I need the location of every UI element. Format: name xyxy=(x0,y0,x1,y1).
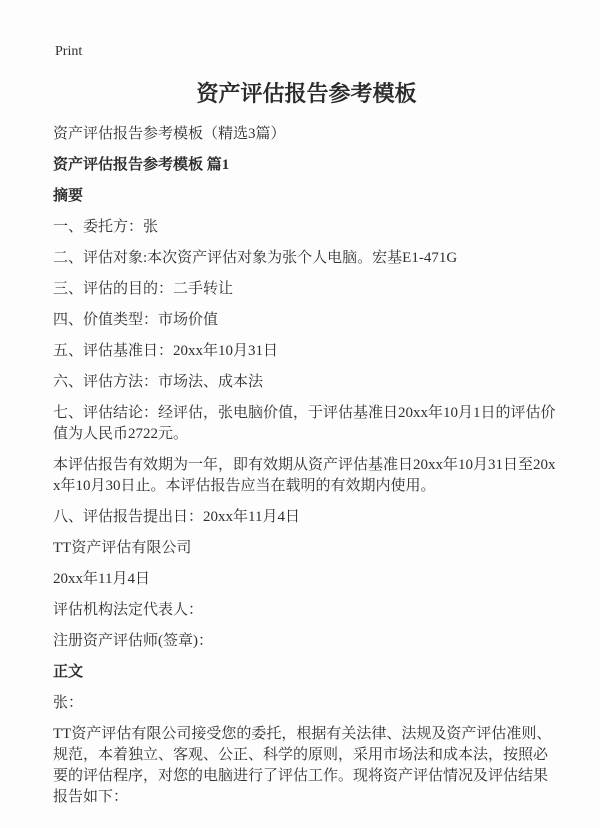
validity-paragraph: 本评估报告有效期为一年，即有效期从资产评估基准日20xx年10月31日至20xx年10月30日止。本评估报告应当在载明的有效期内使用。 xyxy=(53,457,556,494)
body-paragraph: TT资产评估有限公司接受您的委托，根据有关法律、法规及资产评估准则、规范，本着独立、客观、公正、科学的原则，采用市场法和成本法，按照必要的评估程序，对您的电脑进行了评估工作。现将资产评估情况及评估结果报告如下： xyxy=(53,726,552,805)
company-name: TT资产评估有限公司 xyxy=(53,540,192,556)
document-subtitle: 资产评估报告参考模板（精选3篇） xyxy=(53,126,286,142)
section-heading: 资产评估报告参考模板 篇1 xyxy=(53,157,230,173)
abstract-item-8: 八、评估报告提出日：20xx年11月4日 xyxy=(53,509,300,525)
abstract-item-4: 四、价值类型：市场价值 xyxy=(53,312,219,328)
abstract-heading: 摘要 xyxy=(53,188,84,204)
document-title: 资产评估报告参考模板 xyxy=(196,81,417,106)
abstract-item-6: 六、评估方法：市场法、成本法 xyxy=(53,374,264,390)
abstract-item-3: 三、评估的目的：二手转让 xyxy=(53,281,234,297)
legal-representative-line: 评估机构法定代表人： xyxy=(53,602,204,618)
salutation: 张： xyxy=(53,695,84,711)
abstract-item-2: 二、评估对象:本次资产评估对象为张个人电脑。宏基E1-471G xyxy=(53,250,458,266)
abstract-item-5: 五、评估基准日：20xx年10月31日 xyxy=(53,343,279,359)
body-heading: 正文 xyxy=(53,664,84,680)
appraiser-signature-line: 注册资产评估师(签章)： xyxy=(53,633,213,649)
abstract-item-7: 七、评估结论：经评估，张电脑价值，于评估基准日20xx年10月1日的评估价值为人民币2722元。 xyxy=(53,405,556,442)
report-date: 20xx年11月4日 xyxy=(53,571,150,587)
print-link[interactable]: Print xyxy=(55,44,83,59)
abstract-item-1: 一、委托方：张 xyxy=(53,219,159,235)
